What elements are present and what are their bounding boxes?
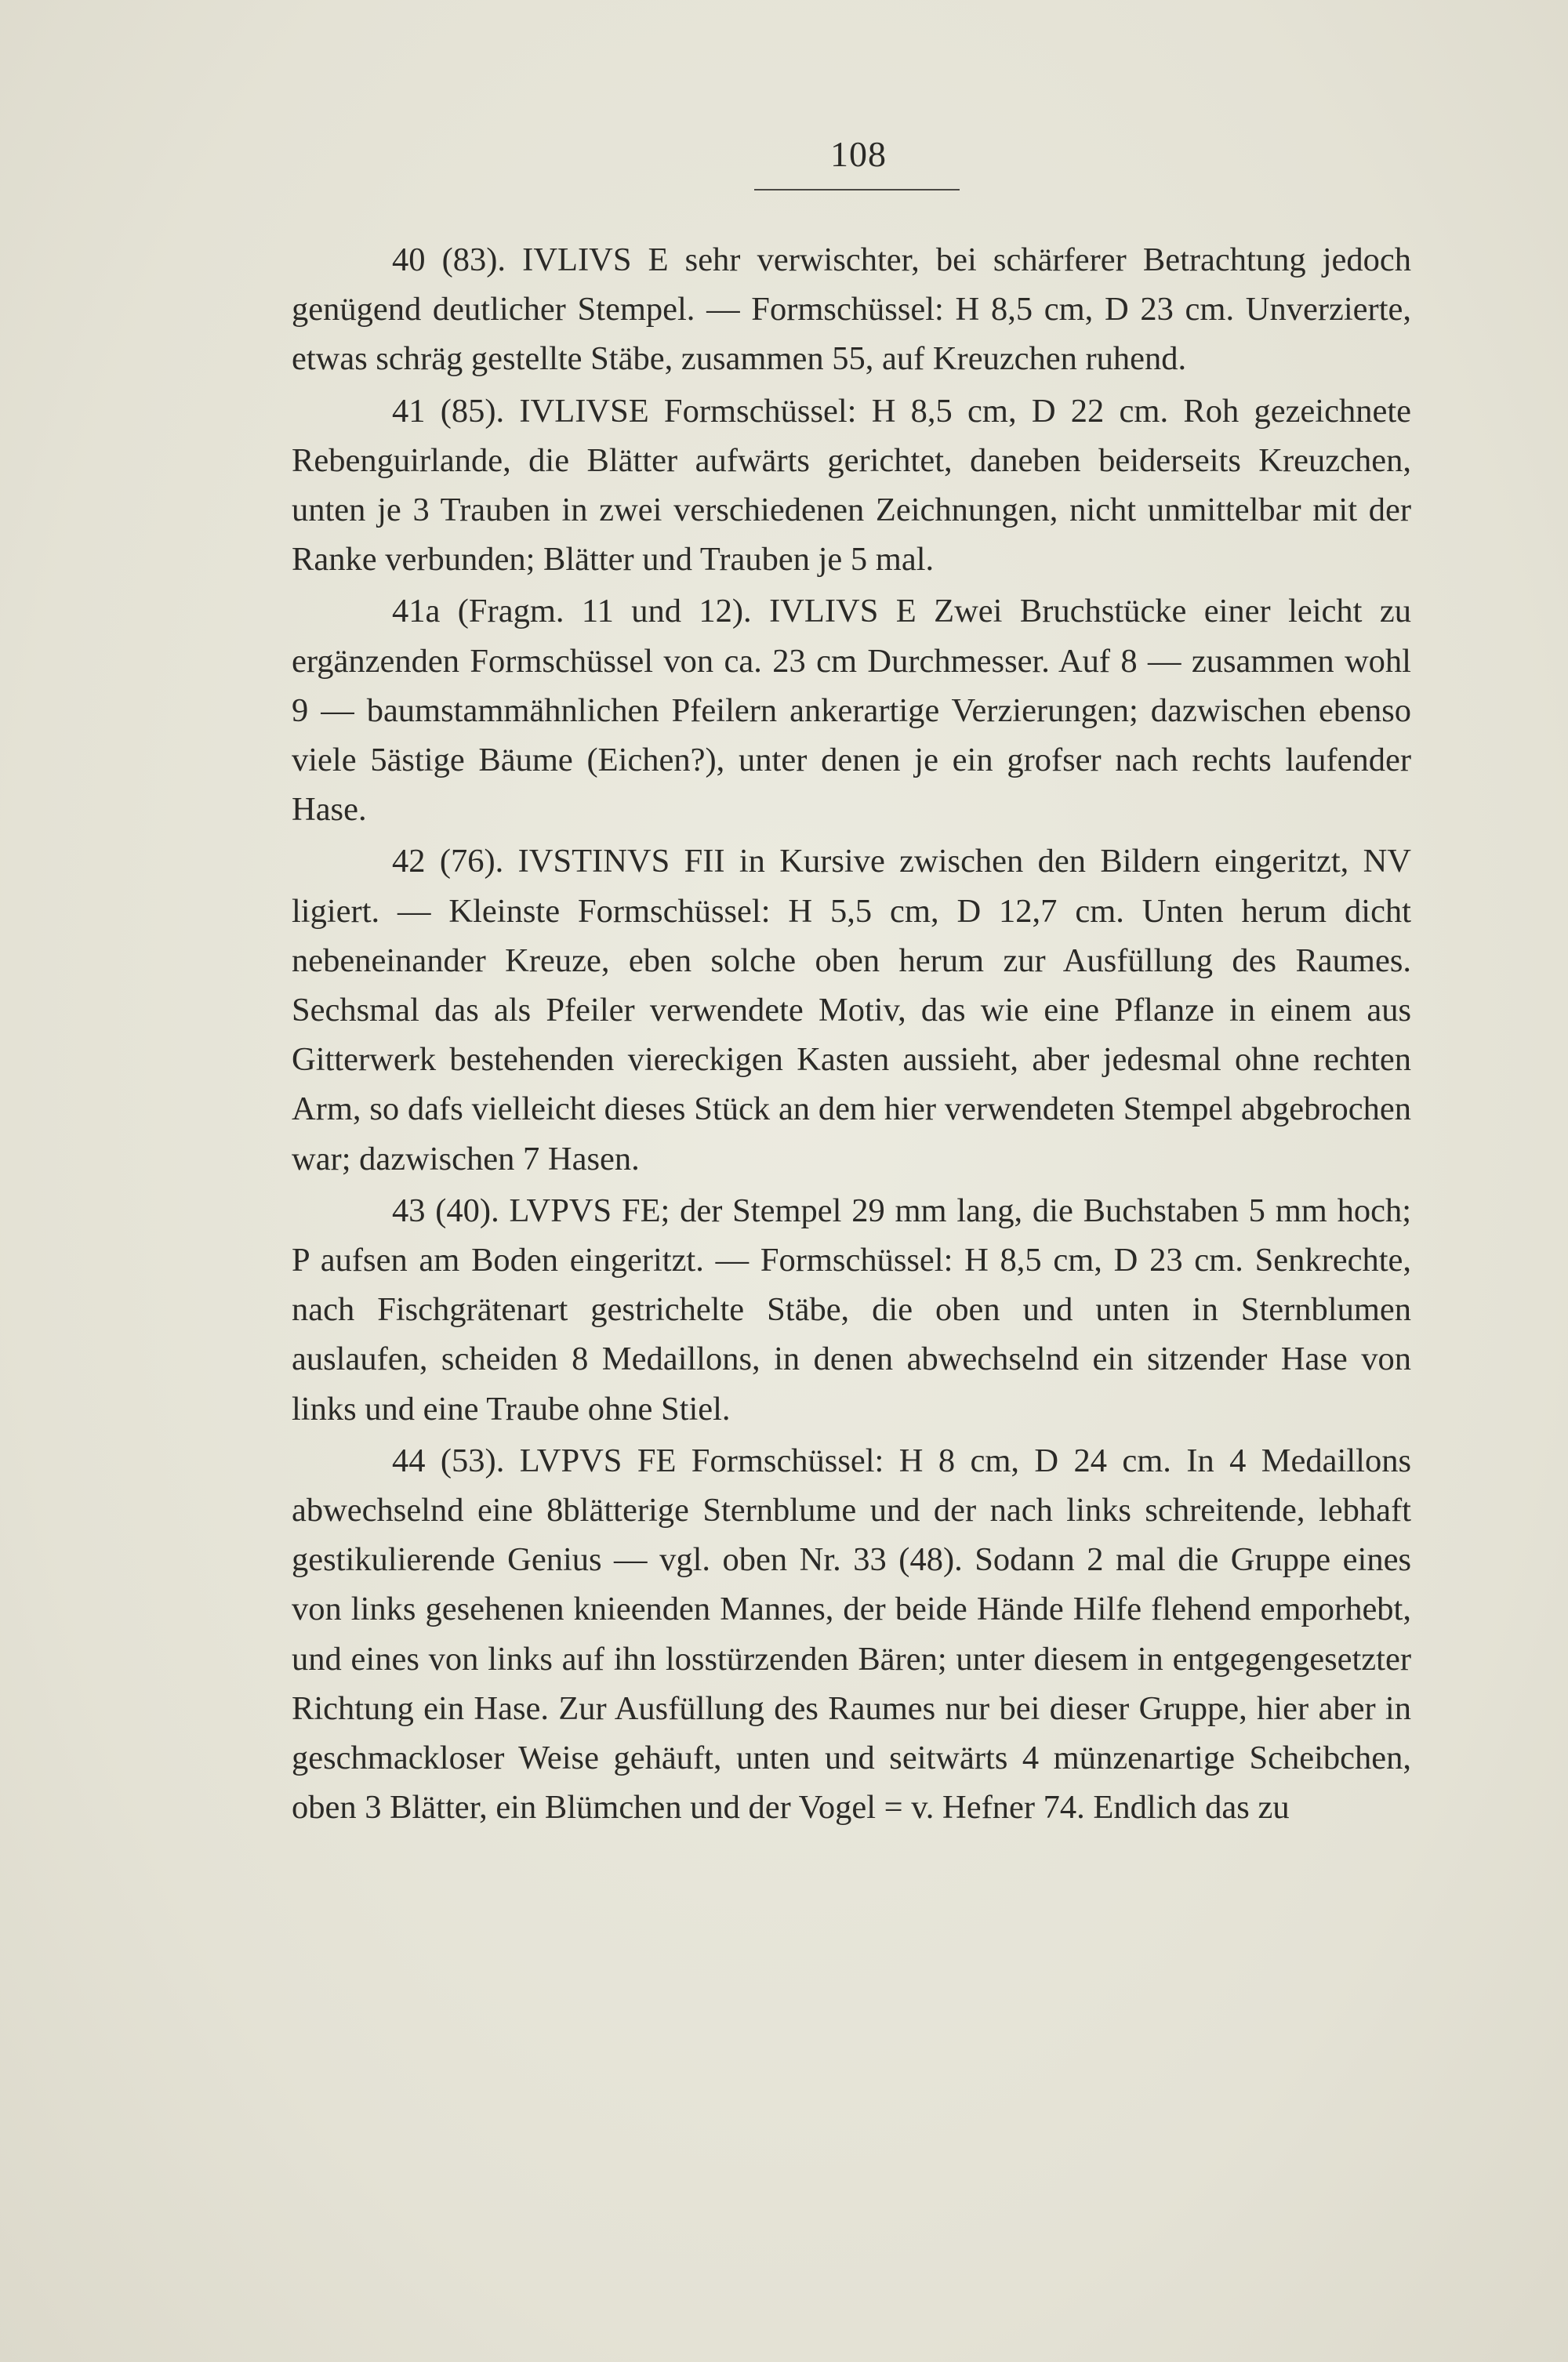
paragraph-entry-44: 44 (53). LVPVS FE Formschüssel: H 8 cm, D 24 cm. In 4 Medaillons abwechselnd eine 8blätterige Sternblume und der nach links schreitende, lebhaft gestikulierende Genius — vgl. oben Nr. 33 (48). Sodann 2 mal die Gruppe eines von links gesehenen knieenden Mannes, der beide Hände Hilfe flehend emporhebt, und eines von links auf ihn losstürzenden Bären; unter diesem in entgegengesetzter Richtung ein Hase. Zur Ausfüllung des Raumes nur bei dieser Gruppe, hier aber in geschmackloser Weise gehäuft, unten und seitwärts 4 münzenartige Scheibchen, oben 3 Blätter, ein Blümchen und der Vogel = v. Hefner 74. Endlich das zu: [292, 1442, 1411, 1827]
paragraph-entry-43: 43 (40). LVPVS FE; der Stempel 29 mm lang, die Buchstaben 5 mm hoch; P aufsen am Boden eingeritzt. — Formschüssel: H 8,5 cm, D 23 cm. Senkrechte, nach Fischgrätenart gestrichelte Stäbe, die oben und unten in Sternblumen auslaufen, scheiden 8 Medaillons, in denen abwechselnd ein sitzender Hase von links und eine Traube ohne Stiel.: [292, 1192, 1411, 1428]
page-number: 108: [830, 134, 887, 174]
body-text: [292, 235, 1411, 1833]
paragraph-entry-41a: 41a (Fragm. 11 und 12). IVLIVS E Zwei Bruchstücke einer leicht zu ergänzenden Formschüssel von ca. 23 cm Durchmesser. Auf 8 — zusammen wohl 9 — baumstammähnlichen Pfeilern ankerartige Verzierungen; dazwischen ebenso viele 5ästige Bäume (Eichen?), unter denen je ein grofser nach rechts laufender Hase.: [292, 593, 1411, 829]
header-rule: [754, 189, 960, 190]
paragraph-entry-40: 40 (83). IVLIVS E sehr verwischter, bei schärferer Betrachtung jedoch genügend deutlicher Stempel. — Formschüssel: H 8,5 cm, D 23 cm. Unverzierte, etwas schräg gestellte Stäbe, zusammen 55, auf Kreuzchen ruhend.: [292, 241, 1411, 378]
paragraph-entry-41: 41 (85). IVLIVSE Formschüssel: H 8,5 cm, D 22 cm. Roh gezeichnete Rebenguirlande, die Blätter aufwärts gerichtet, daneben beiderseits Kreuzchen, unten je 3 Trauben in zwei verschiedenen Zeichnungen, nicht unmittelbar mit der Ranke verbunden; Blätter und Trauben je 5 mal.: [292, 392, 1411, 579]
paragraph-entry-42: 42 (76). IVSTINVS FII in Kursive zwischen den Bildern eingeritzt, NV ligiert. — Kleinste Formschüssel: H 5,5 cm, D 12,7 cm. Unten herum dicht nebeneinander Kreuze, eben solche oben herum zur Ausfüllung des Raumes. Sechsmal das als Pfeiler verwendete Motiv, das wie eine Pflanze in einem aus Gitterwerk bestehenden viereckigen Kasten aussieht, aber jedesmal ohne rechten Arm, so dafs vielleicht dieses Stück an dem hier verwendeten Stempel abgebrochen war; dazwischen 7 Hasen.: [292, 843, 1411, 1177]
